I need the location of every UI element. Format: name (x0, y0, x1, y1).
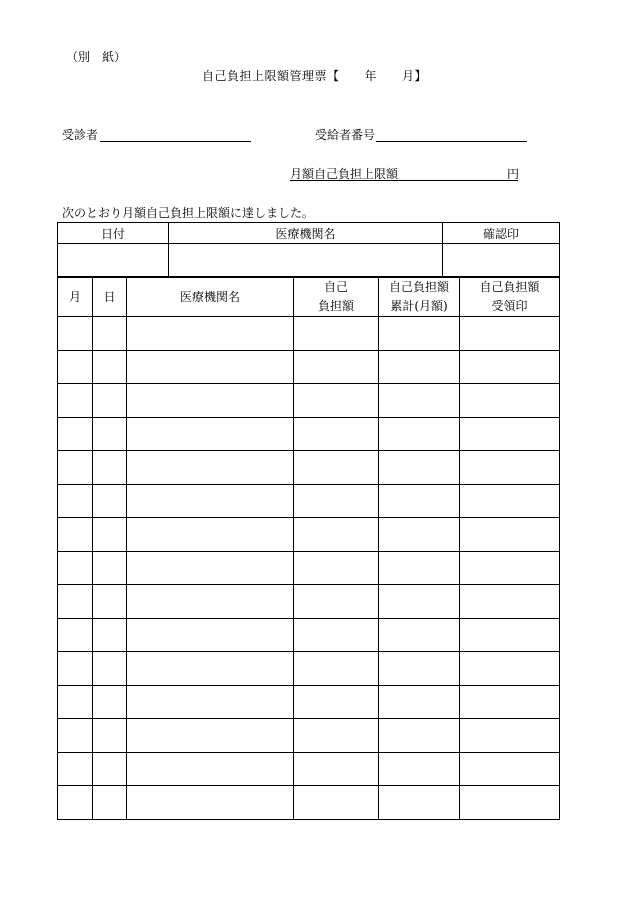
cumulative-cell[interactable] (379, 451, 460, 485)
header-day: 日 (93, 278, 127, 317)
day-cell[interactable] (93, 618, 127, 652)
month-cell[interactable] (58, 652, 93, 686)
institution-cell[interactable] (127, 484, 294, 518)
institution-cell[interactable] (127, 518, 294, 552)
table-row (58, 618, 560, 652)
patient-label: 受診者 (62, 128, 99, 142)
attachment-label: （別 紙） (66, 50, 127, 64)
cumulative-cell[interactable] (379, 585, 460, 619)
month-cell[interactable] (58, 518, 93, 552)
month-cell[interactable] (58, 451, 93, 485)
institution-cell[interactable] (127, 752, 294, 786)
table-row (58, 417, 560, 451)
copay-cell[interactable] (294, 451, 379, 485)
copay-cell[interactable] (294, 719, 379, 753)
notice-text: 次のとおり月額自己負担上限額に達しました。 (62, 206, 315, 220)
date-cell[interactable] (58, 244, 169, 277)
month-cell[interactable] (58, 484, 93, 518)
receipt-seal-cell[interactable] (460, 685, 560, 719)
cumulative-cell[interactable] (379, 484, 460, 518)
confirm-seal-cell[interactable] (443, 244, 560, 277)
institution-cell[interactable] (169, 244, 443, 277)
header-receipt-line1: 自己負担額 (479, 280, 540, 294)
month-cell[interactable] (58, 752, 93, 786)
copay-cell[interactable] (294, 685, 379, 719)
cumulative-cell[interactable] (379, 350, 460, 384)
table-row (58, 585, 560, 619)
receipt-seal-cell[interactable] (460, 719, 560, 753)
table-row (58, 350, 560, 384)
header-cumulative (379, 278, 460, 317)
cumulative-cell[interactable] (379, 551, 460, 585)
institution-cell[interactable] (127, 719, 294, 753)
receipt-seal-cell[interactable] (460, 618, 560, 652)
receipt-seal-cell[interactable] (460, 417, 560, 451)
table-row (58, 317, 560, 351)
day-cell[interactable] (93, 786, 127, 820)
institution-cell[interactable] (127, 317, 294, 351)
month-cell[interactable] (58, 618, 93, 652)
month-cell[interactable] (58, 786, 93, 820)
table-row (58, 551, 560, 585)
receipt-seal-cell[interactable] (460, 451, 560, 485)
day-cell[interactable] (93, 719, 127, 753)
receipt-seal-cell[interactable] (460, 350, 560, 384)
month-cell[interactable] (58, 585, 93, 619)
day-cell[interactable] (93, 551, 127, 585)
patient-field[interactable] (100, 141, 251, 142)
day-cell[interactable] (93, 417, 127, 451)
header-month: 月 (58, 278, 93, 317)
institution-cell[interactable] (127, 685, 294, 719)
institution-cell[interactable] (127, 618, 294, 652)
institution-cell[interactable] (127, 652, 294, 686)
page-title: 自己負担上限額管理票【 年 月】 (202, 69, 428, 83)
day-cell[interactable] (93, 350, 127, 384)
receipt-seal-cell[interactable] (460, 752, 560, 786)
cumulative-cell[interactable] (379, 417, 460, 451)
copay-cell[interactable] (294, 618, 379, 652)
institution-cell[interactable] (127, 384, 294, 418)
recipient-number-label: 受給者番号 (315, 128, 376, 142)
copay-cell[interactable] (294, 350, 379, 384)
day-cell[interactable] (93, 652, 127, 686)
institution-cell[interactable] (127, 551, 294, 585)
cumulative-cell[interactable] (379, 384, 460, 418)
header-date: 日付 (58, 223, 169, 244)
header-copay (294, 278, 379, 317)
receipt-seal-cell[interactable] (460, 652, 560, 686)
institution-cell[interactable] (127, 786, 294, 820)
copay-cell[interactable] (294, 317, 379, 351)
month-cell[interactable] (58, 317, 93, 351)
day-cell[interactable] (93, 384, 127, 418)
institution-cell[interactable] (127, 451, 294, 485)
day-cell[interactable] (93, 484, 127, 518)
day-cell[interactable] (93, 451, 127, 485)
copay-cell[interactable] (294, 417, 379, 451)
receipt-seal-cell[interactable] (460, 384, 560, 418)
cumulative-cell[interactable] (379, 752, 460, 786)
cumulative-cell[interactable] (379, 719, 460, 753)
table-row (58, 518, 560, 552)
copay-cell[interactable] (294, 484, 379, 518)
table-row (58, 752, 560, 786)
header-copay-line2: 負担額 (317, 299, 354, 313)
copay-cell[interactable] (294, 652, 379, 686)
institution-cell[interactable] (127, 350, 294, 384)
cumulative-cell[interactable] (379, 786, 460, 820)
institution-cell[interactable] (127, 585, 294, 619)
receipt-seal-cell[interactable] (460, 484, 560, 518)
header-cumulative-line2: 累計(月額) (390, 299, 448, 313)
cumulative-cell[interactable] (379, 317, 460, 351)
header-confirm-seal: 確認印 (443, 223, 560, 244)
yen-unit: 円 (507, 167, 520, 181)
header-receipt (460, 278, 560, 317)
receipt-seal-cell[interactable] (460, 518, 560, 552)
receipt-seal-cell[interactable] (460, 585, 560, 619)
table-row (58, 484, 560, 518)
copay-cell[interactable] (294, 585, 379, 619)
table-row (58, 652, 560, 686)
month-cell[interactable] (58, 350, 93, 384)
header-institution: 医療機関名 (127, 278, 294, 317)
month-cell[interactable] (58, 384, 93, 418)
limit-reached-table (57, 222, 560, 277)
cumulative-cell[interactable] (379, 652, 460, 686)
monthly-limit-field[interactable] (290, 180, 518, 181)
institution-cell[interactable] (127, 417, 294, 451)
month-cell[interactable] (58, 417, 93, 451)
table-row (58, 685, 560, 719)
cumulative-cell[interactable] (379, 685, 460, 719)
day-cell[interactable] (93, 585, 127, 619)
header-copay-line1: 自己 (323, 280, 348, 294)
day-cell[interactable] (93, 752, 127, 786)
table-row (58, 384, 560, 418)
day-cell[interactable] (93, 518, 127, 552)
monthly-limit-label: 月額自己負担上限額 (290, 167, 399, 181)
recipient-number-field[interactable] (376, 141, 527, 142)
header-cumulative-line1: 自己負担額 (388, 280, 449, 294)
table-row (58, 451, 560, 485)
day-cell[interactable] (93, 317, 127, 351)
receipt-seal-cell[interactable] (460, 786, 560, 820)
copay-cell[interactable] (294, 518, 379, 552)
copay-cell[interactable] (294, 384, 379, 418)
day-cell[interactable] (93, 685, 127, 719)
month-cell[interactable] (58, 719, 93, 753)
month-cell[interactable] (58, 551, 93, 585)
copay-ledger-table (57, 277, 560, 820)
receipt-seal-cell[interactable] (460, 551, 560, 585)
copay-cell[interactable] (294, 752, 379, 786)
table-row (58, 719, 560, 753)
month-cell[interactable] (58, 685, 93, 719)
receipt-seal-cell[interactable] (460, 317, 560, 351)
copay-cell[interactable] (294, 551, 379, 585)
table-row (58, 786, 560, 820)
cumulative-cell[interactable] (379, 618, 460, 652)
header-institution: 医療機関名 (169, 223, 443, 244)
header-receipt-line2: 受領印 (491, 299, 528, 313)
copay-cell[interactable] (294, 786, 379, 820)
cumulative-cell[interactable] (379, 518, 460, 552)
